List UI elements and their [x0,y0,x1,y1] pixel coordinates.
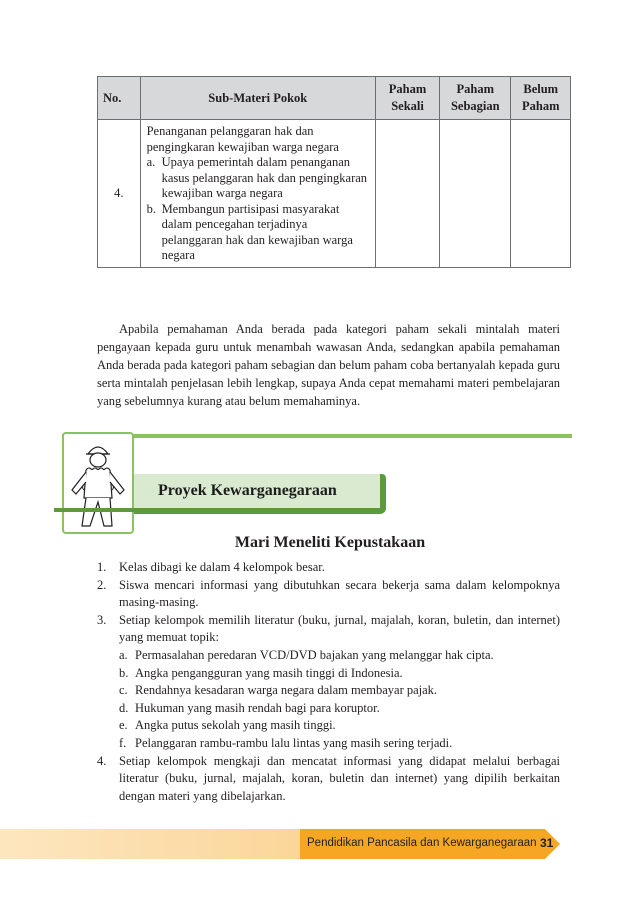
header-paham-sebagian-line2: Sebagian [450,99,500,113]
table-header-row [98,77,571,120]
list-item [97,577,560,612]
step-number: 2. [97,577,107,592]
list-item [119,735,560,753]
header-paham-sebagian [440,77,511,120]
topic-sublist [97,647,560,753]
row-item-b-label: b. [146,201,156,216]
step-text: Kelas dibagi ke dalam 4 kelompok besar. [119,560,325,574]
topic-label: c. [119,683,128,698]
topic-label: e. [119,718,128,733]
cell-belum-paham[interactable] [511,120,571,268]
list-item [119,665,560,683]
row-item-a-label: a. [146,155,156,169]
step-text: Setiap kelompok memilih literatur (buku, jurnal, majalah, koran, buletin, dan internet) yang memuat topik: [119,612,560,645]
page-footer [0,829,638,863]
header-belum-paham-line1: Belum [523,82,559,96]
step-text: Setiap kelompok mengkaji dan mencatat informasi yang didapat melalui berbagai literatur (buku, jurnal, majalah, koran, buletin dan internet) yang dipilih berkaitan dengan materi yang dibelajarkan. [119,753,560,803]
header-paham-sebagian-line1: Paham [456,82,495,96]
list-item [119,717,560,735]
step-number: 3. [97,612,107,627]
list-item [119,682,560,700]
topic-label: d. [119,700,129,715]
list-item [119,700,560,718]
page-number: 31 [540,836,554,850]
row-item-b-text: Membangun partisipasi masyarakat dalam pencegahan terjadinya pelanggaran hak dan kewajiban warga negara [161,201,353,262]
footer-book-title: Pendidikan Pancasila dan Kewarganegaraan [307,837,537,849]
step-number: 4. [97,753,107,768]
row-title: Penanganan pelanggaran hak dan pengingkaran kewajiban warga negara [146,124,339,154]
list-item [97,559,560,577]
list-item [97,612,560,647]
header-belum-paham [511,77,571,120]
header-belum-paham-line2: Paham [521,99,560,113]
topic-text: Hukuman yang masih rendah bagi para koruptor. [135,700,380,715]
list-item [119,647,560,665]
step-text: Siswa mencari informasi yang dibutuhkan secara bekerja sama dalam kelompoknya masing-masing. [119,577,560,610]
header-sub-materi: Sub-Materi Pokok [140,77,375,120]
footer-light-band [0,829,300,859]
topic-text: Rendahnya kesadaran warga negara dalam membayar pajak. [135,683,438,698]
topic-text: Pelanggaran rambu-rambu lalu lintas yang masih sering terjadi. [135,735,453,750]
figure-frame [62,432,134,534]
table-row [98,120,571,268]
list-item [97,753,560,806]
row-item-a-text: Upaya pemerintah dalam penanganan kasus pelanggaran hak dan pengingkaran kewajiban warga negara [161,155,368,200]
topic-text: Angka putus sekolah yang masih tinggi. [135,718,336,733]
project-steps-list [97,559,560,805]
topic-text: Angka pengangguran yang masih tinggi di Indonesia. [135,665,403,680]
cell-paham-sebagian[interactable] [440,120,511,268]
topic-label: a. [119,647,128,662]
row-item-b [147,202,371,264]
topic-text: Permasalahan peredaran VCD/DVD bajakan yang melanggar hak cipta. [135,647,494,662]
row-sub-materi [140,120,375,268]
green-divider [62,434,572,438]
project-banner-title: Proyek Kewarganegaraan [158,482,337,499]
instruction-paragraph: Apabila pemahaman Anda berada pada kategori paham sekali mintalah materi pengayaan kepada guru untuk menambah wawasan Anda, sedangkan apabila pemahaman Anda berada pada kategori paham sebagian dan belum paham coba bertanyalah kepada guru serta mintalah penjelasan lebih lengkap, supaya Anda cepat memahami materi pembelajaran yang sebelumnya kurang atau belum memahaminya. [97,322,560,409]
banner-tail [54,508,134,512]
topic-label: b. [119,665,129,680]
row-item-a [147,155,371,202]
header-paham-sekali [376,77,440,120]
header-no: No. [98,77,141,120]
header-paham-sekali-line1: Paham [388,82,427,96]
step-number: 1. [97,560,107,574]
row-number: 4. [98,120,141,268]
assessment-table [97,76,571,268]
section-title: Mari Meneliti Kepustakaan [234,534,426,551]
cell-paham-sekali[interactable] [376,120,440,268]
header-paham-sekali-line2: Sekali [391,99,424,113]
worker-illustration-icon [64,434,132,532]
project-banner [134,474,386,514]
topic-label: f. [119,735,127,750]
